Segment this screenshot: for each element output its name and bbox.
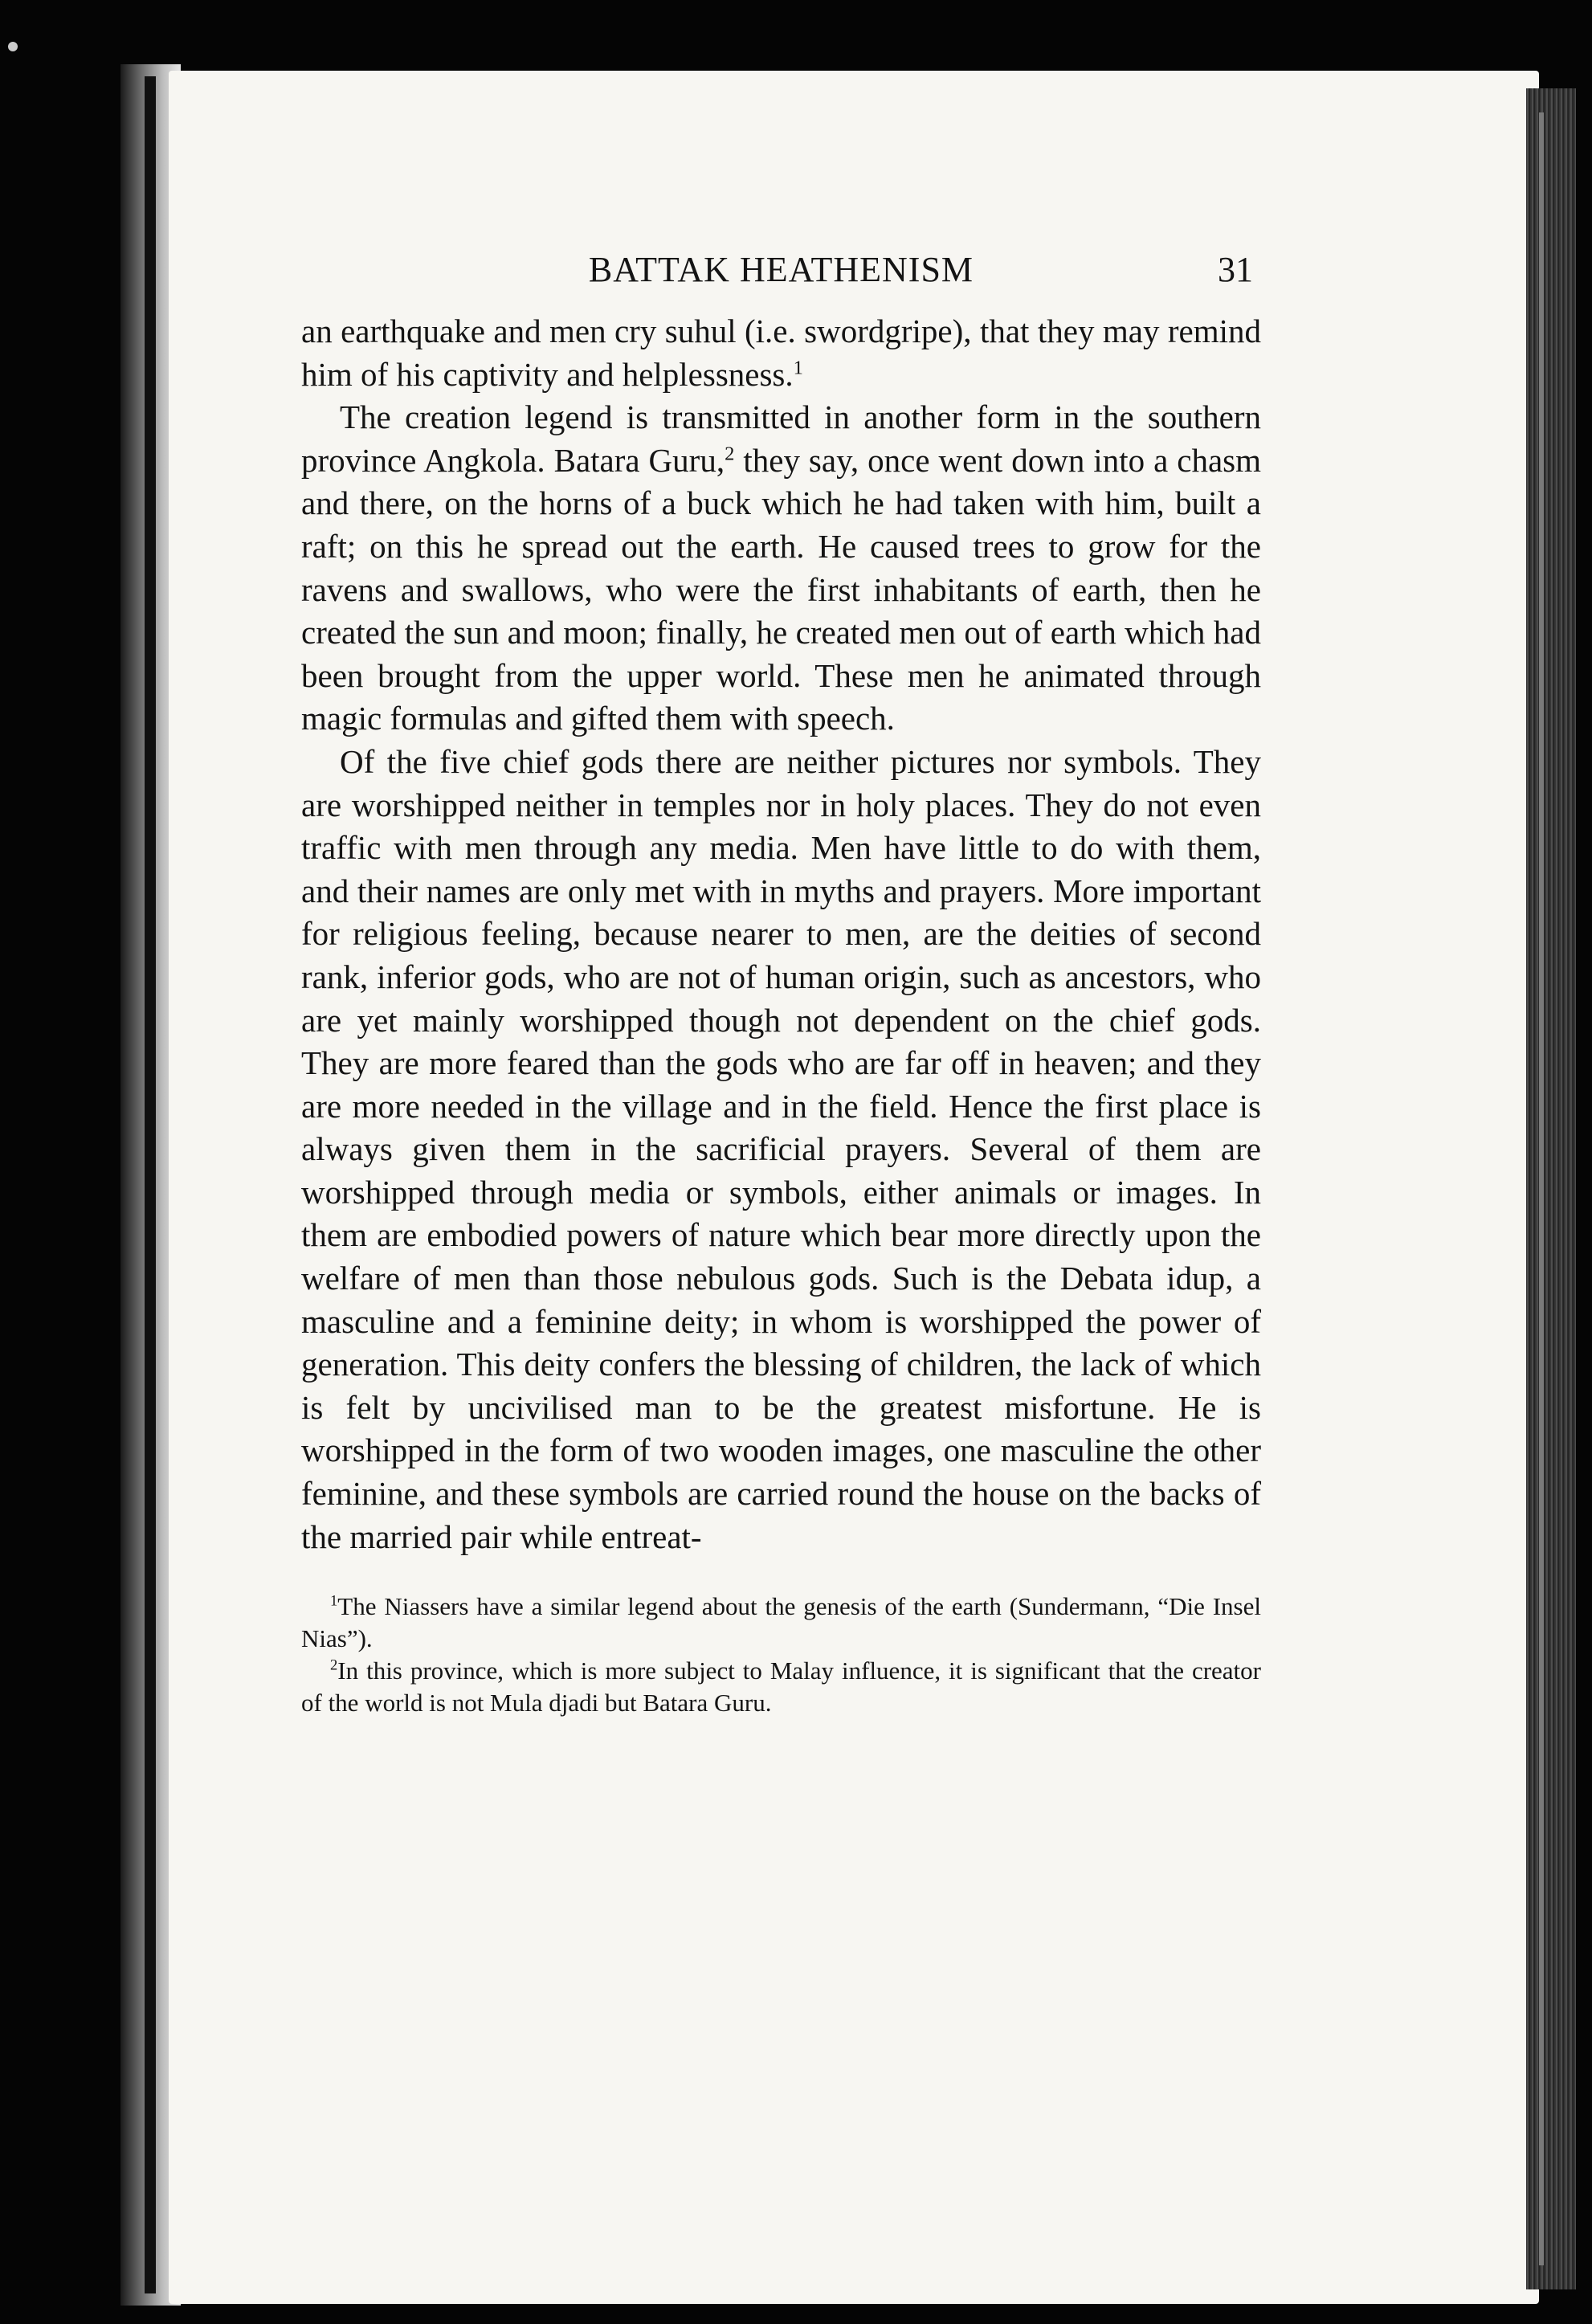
- paragraph-2-text-before: The creation legend is transmitted in another form in the southern province Angkola. Batara Guru,: [301, 398, 1261, 479]
- page-edges: [1526, 88, 1576, 2289]
- paragraph-2-text-after: they say, once went down into a chasm and there, on the horns of a buck which he had taken with him, built a raft; on this he spread out the earth. He caused trees to grow for the ravens and swallows, who were the first inhabitants of earth, then he created the sun and moon; finally, he created men out of earth which had been brought from the upper world. These men he animated through magic formulas and gifted them with speech.: [301, 441, 1261, 737]
- footnote-1-mark: 1: [330, 1592, 338, 1610]
- footnote-2: [301, 1655, 1261, 1719]
- paragraph-2: [301, 396, 1261, 741]
- page-content: [301, 249, 1261, 1719]
- footnote-2-mark: 2: [330, 1656, 338, 1674]
- footnote-ref-1: 1: [793, 356, 803, 378]
- scan-artifact-dot: [8, 42, 18, 51]
- footnote-1-text: The Niassers have a similar legend about the genesis of the earth (Sundermann, “Die Insel Nias”).: [301, 1592, 1261, 1653]
- paragraph-1-text: an earthquake and men cry suhul (i.e. swordgripe), that they may remind him of his captivity and helplessness.: [301, 312, 1261, 393]
- paragraph-1: [301, 310, 1261, 396]
- footnote-2-text: In this province, which is more subject to Malay influence, it is significant that the creator of the world is not Mula djadi but Batara Guru.: [301, 1656, 1261, 1717]
- page-edge-highlight: [1539, 112, 1544, 2265]
- footnote-1: [301, 1591, 1261, 1655]
- page-number: 31: [1218, 250, 1253, 289]
- running-title: BATTAK HEATHENISM: [588, 250, 974, 289]
- body-text: [301, 310, 1261, 1558]
- footnote-ref-2: 2: [725, 443, 735, 465]
- paragraph-3: Of the five chief gods there are neither pictures nor symbols. They are worshipped neither in temples nor in holy places. They do not even traffic with men through any media. Men have little to do with them, and their names are only met with in myths and prayers. More important for religious feeling, because nearer to men, are the deities of second rank, inferior gods, who are not of human origin, such as ancestors, who are yet mainly worshipped though not dependent on the chief gods. They are more feared than the gods who are far off in heaven; and they are more needed in the village and in the field. Hence the first place is always given them in the sacrificial prayers. Several of them are worshipped through media or symbols, either animals or images. In them are embodied powers of nature which bear more directly upon the welfare of men than those nebulous gods. Such is the Debata idup, a masculine and a feminine deity; in whom is worshipped the power of generation. This deity confers the blessing of children, the lack of which is felt by uncivilised man to be the greatest misfortune. He is worshipped in the form of two wooden images, one masculine the other feminine, and these symbols are carried round the house on the backs of the married pair while entreat-: [301, 742, 1261, 1555]
- footnotes: [301, 1591, 1261, 1719]
- running-head: [301, 249, 1261, 296]
- book-spine-shadow: [145, 76, 156, 2293]
